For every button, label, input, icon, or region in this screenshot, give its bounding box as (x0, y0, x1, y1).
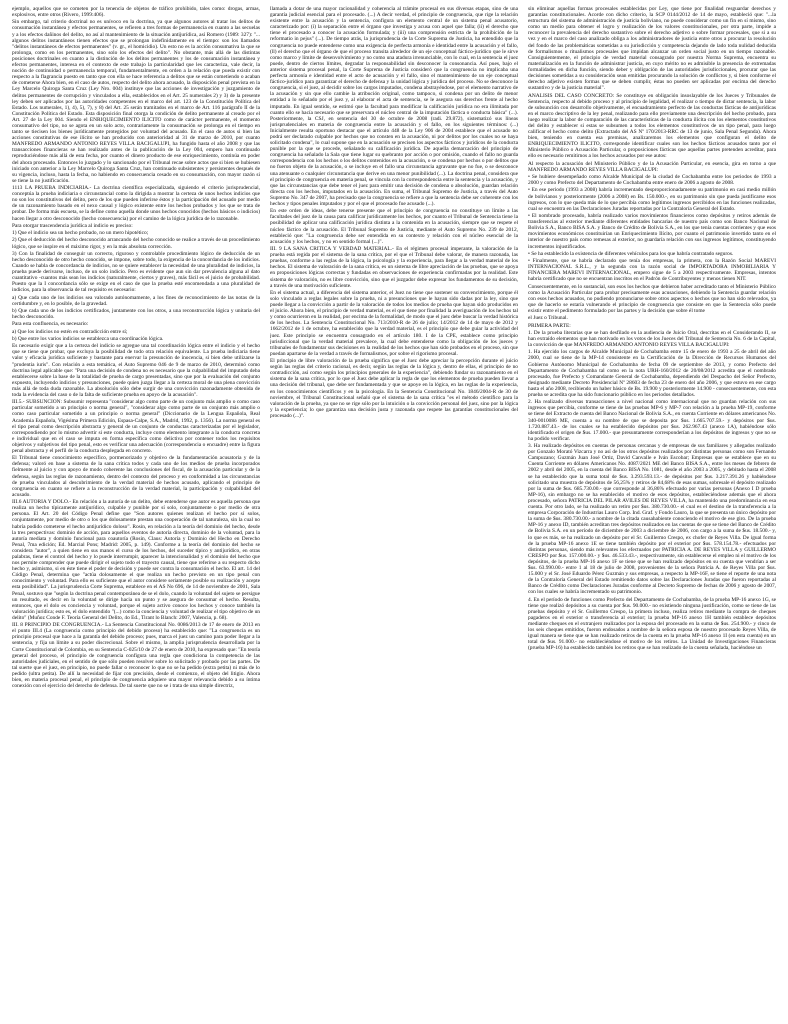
paragraph: III. 8 PRINCIPIO DE CONGRUENCIA.- La Sentencia Constitucional No. 0086/2013 de 17 de enero de 2013 en el punto III.4 (La congruencia como principio del debido proceso) ha establecido que: "La congruencia es un principio procesal que hace a la garantía del debido proceso; pues, marca el juez un camino para poder llegar a la sentencia, y fija un límite a su poder discrecional. Sobre el mismo, la amplia jurisprudencia desarrollada por la Corte Constitucional de Colombia, en su Sentencia C-025/10 de 27 de enero de 2010, ha expresado que: "En teoría general del proceso, el principio de congruencia configura una regla que condiciona la competencia de las autoridades judiciales, en el sentido de que sólo pueden resolver sobre lo solicitado y probado por las partes. De tal suerte que el juez, en principio, no puede fallar o reconocer lo que no se ha pedido (extra petita) ni más de lo pedido (ultra petita). De allí la necesidad de fijar con precisión, desde el comienzo, el objeto del litigio. Ahora bien, en materia procesal penal, el principio de congruencia adquiere una mayor relevancia debido a su íntima conexión con el ejercicio del derecho de defensa. De tal suerte que no se i trata de una simple directriz, (12, 622, 260, 690)
paragraph: • Finalmente, que se habría declarado que tenía dos empresas, la primera, con la Razón Social MAREVI INTERNACIONAL S.R.L., y la segunda con la razón social de IMPORTADORA INMOBILIARIA Y FINANCIERA MAREVI INTERNACIONAL, empero sigue de 5 a 2003 respectivamente. Empresas, intentos habría certificado que no se encuentran inscritos en el Padrón de Contribuyentes y menos tienen NIT. (528, 258, 776, 283)
paragraph: • En ese periodo (1993 a 2008) habría incrementado desproporcionadamente su patrimonio en casi medio millón de bolivianos y posteriormente (2006 a 2008) en Bs. 150.000.-, en su patrimonio sin que pueda justificarse esos ingresos, con lo que queda más de lo que percibía como legítimos ingresos percibidos en las funciones realizadas, cual se encuentra en las Declaraciones Juradas reportadas por la Contraloría General del Estado. (528, 187, 776, 212)
paragraph: Sin embargo, tal criterio doctrinal no es unívoco en la doctrina, ya que algunos autores al tratar los delitos de consumación instantánea y efectos permanentes, se refieren a tres formas de permanencia en cuanto a las secuelas y a los efectos dañinos del delito, no así al mantenimiento de la situación antijurídica, así Romero (1989: 327): "... algunos delitos instantáneos tienen efectos que se prolongan indefinidamente en el tiempo: son los llamados "delitos instantáneos de efectos permanentes" (v. gr., el homicidio). Un esto no es la acción consumativa la que se prolonga, como en los permanentes, sino solo los efectos del delito". No obstante, más allá de las distintas posiciones doctrinales en cuanto a la distinción de los delitos permanentes y los de consumación instantánea y efectos permanentes, interesa en el contexto de este trabajo la particularidad que les caracteriza, vale decir, la noción de continuidad o permanencia temporal, fundamentalmente, en orden a la relación que pueda existir con respecto a la flagrancia puesto en tanto que con ella se hace referencia a delitos que se están cometiendo o acaban de cometerse Ahora bien, en el caso de autos, respecto del delito ahora acusado, la disposición penal prevista en la Ley Marcelo Quiroga Santa Cruz (Ley Nro. 004) instituye que las acciones de investigación y juzgamiento de delitos permanentes de corrupción y vinculados a ella, establecidos en el Art. 25 numerales 2) y 3) de la presente ley deben ser aplicados por las autoridades competentes en el marco del art. 123 de la Constitución Política del Estado. Los numerales, 1), 4), 5), 7), y 8) del Art. 25 serán tramitados en el marco de Art. 116 parágrafo II de la Constitución Política del Estado. Esta disposición final otorga la condición de delito permanente al creado por el Art. 27 de la Ley 004. Siendo el ENRIQUECIMIENTO ILICITO como de carácter permanente, el momento consumativo del tipo, no se agota en un solo acto, contrariamente la consumación se prolonga en el tiempo en tanto se tiecisen los bienes jurídicamente protegidos por voluntad del acusado. En el caso de autos si bien las acciones constitutivas de ese ilícito se han producido con anterioridad al 31 de marzo de 2010, por cuanto MANFREDO ARMANDO ANTONIO REYES VILLA BACIGALUPI, ha fungido hasta el año 2008 y que las transacciones financieras se han realizado antes de la publicación de la Ley 004, empero han continuado reproduciéndose más allá de esta fecha, por cuanto el dinero producto de ese enriquecimiento, continúa en poder del ahora procesado. Entonces lo juzgado y lo sancionado por el Tribunal recae sobre actos que si bien se hubiesen iniciado con anterior a la Ley Marcelo Quiroga Santa Cruz, han continuado subsistentes y persistentes después de su vigencia, incluso, hasta la fecha, no habiendo en consecuencia cesado en su consumación, con mayor razón si se tiene la no justificación. (12, 19, 260, 184)
paragraph: 4. En el período de funciones como Prefecto del Departamento de Cochabamba, de la prueba MP-16 anexo 1G, se tiene que realizó depósitos a su cuenta por $us. 90.000.- no existiendo ninguna justificación, como se tiene de las pruebas depósito y el Sr. Guillermo Crespo, la primera incluso, realiza retiros mediante la compra de cheques pagaderos en el exterior o transferencia al exterior; la prueba MP-16 anexo 1H también establece depósitos mediante cheques en el extranjero realizados por la esposa del procesado en la suma de $us. 254.900.- y cinco de los seis cheques emitidos, fueron endosados a nombre de la señora esposa de nuestro procesado Reyes Villa, de igual manera se tiene que se han realizado retiros de la cuenta en la prueba MP-16 anexo 1I (en esta cuenta) en un total de $us. 91.000.- no estableciéndose el motivo de los retiros. La Unidad de Investigaciones Financieras (prueba MP-16) ha establecido también los retiros que se han realizado de la cuenta señalada, haciéndose un (528, 596, 776, 652)
paragraph: En este orden de ideas, debe tenerse presente que el principio de congruencia no constituye un límite a las facultades del juez de la causa para calificar jurídicamente los hechos, por cuanto el Tribunal de Sentencia tiene la posibilidad de aplicar una calificación jurídica distinta a la contenida en la acusación, siempre que se respete el núcleo fáctico de la acusación. El Tribunal Supremo de Justicia, mediante el Auto Supremo No. 239 de 2012, estableció que: "La congruencia debe ser entendida en su contexto y relación con el núcleo esencial de la acusación y los hechos, y no en sentido formal (...)". (270, 208, 518, 245)
paragraph: a) Que cada uno de los indicios sea valorado autónomamente, a los fines de reconocimiento de las notas de la certidumbre y, en lo posible, de la gravedad. (12, 294, 260, 307)
paragraph: Al respecto la acusación del Ministerio Público y de la Acusación Particular, en esencia, gira en torno a que MANFREDO ARMANDO REYES VILLA BACIGALUPI: (528, 160, 776, 173)
paragraph: 3) Con la finalidad de conseguir un correcto, riguroso y controlable procedimiento lógico de deducción de un hecho desconocido de otro hecho conocido, se impone, sobre todo, la exigencia de la concordancia de los indicios. Cuando se habla de concordancia de indicios, no se quiere establecer la necesidad de una pluralidad de indicios, la prueba puede derivarse, incluso, de un solo indicio. Pero es evidente que aun sin dar prevalencia alguna al dato cuantitativo -cuantos más sean los indicios (naturalmente, ciertos y graves), más fácil es el juicio de probabilidad. Puesto que la I concordancia sólo se exige en el caso de que la prueba esté encomendada a una pluralidad de indicios, para la observancia de tal requisito es necesario: (12, 250, 260, 294)
paragraph: El principio de libre valoración de la prueba significa que el Juez debe apreciar la percepción durante el juicio según las reglas del criterio racional, es decir, según las reglas de la lógica y, dentro de ellas, el principio de no contradicción, así como según los principios generales de la experiencia", debiendo fundar su razonamiento en el sistema de la sana crítica, por lo que el Juez debe aplicar la regla de que los elementos de prueba pueden llevar a una decisión del tribunal, que debe ser fundamentada y que se apoye en la lógica, en las reglas de la experiencia, en los conocimientos científicos y en la psicología. En la Sentencia Constitucional No. 1846/2004-R de 30 de noviembre, el Tribunal Constitucional señaló que el sistema de la sana crítica "es el método científico para la valoración de la prueba, ya que no se rige sólo por la intuición o la convicción personal del juez, sino por la lógica y la experiencia; lo que garantiza una decisión justa y razonada que respete las garantías constitucionales del procesado (...)". (270, 358, 518, 419)
paragraph: PRIMERA PARTE: (528, 322, 571, 329)
paragraph: 2) Que el deducción del hecho desconocido arrancando del hecho conocido se realice a través de un procedimiento lógico, que se inspire en el máximo rigor, y en la más absoluta corrección. (12, 237, 260, 250)
paragraph: III. 9 LA SANA CRITICA Y VERDAD MATERIAL.- En el régimen procesal imperante, la valoración de la prueba está regida por el sistema de la sana crítica, por el que el Tribunal debe valorar, de manera razonada, las pruebas, conforme a las reglas de la lógica, la psicología y la experiencia, para llegar a la verdad material de los hechos. El sistema de valoración de la sana crítica, es un sistema de libre apreciación de las pruebas, que se apoya en proposiciones lógicas correctas y fundadas en observaciones de experiencia confirmadas por la realidad. Este sistema de valoración, no es libre convicción, sino que el juzgador debe expresar los fundamentos de su decisión, a través de una motivación suficiente. (270, 246, 518, 289)
text-column-right (528, 6, 776, 1018)
paragraph: • Se ha establecido la existencia de diferentes vehículos para los que habría contratado seguros. (528, 250, 734, 257)
paragraph: b) Que cada uno de los indicios certificados, juntamente con los otros, a una reconstrucción lógica y unitaria del hecho desconocido. (12, 308, 260, 321)
paragraph: • El nombrado procesado, habría realizado varios movimientos financieros como depósitos y retiros además de transferencias al exterior mediante diferentes entidades bancarias de nuestro país como son Banco Nacional de Bolivia S.A., Banco BISA S.A. y Banco de Crédito de Bolivia S.A., en los que tenía cuentas corrientes y que esos movimientos económicos constituirían un Enriquecimiento Ilícito, por cuanto el patrimonio invertido tanto en el interior de nuestro país como remesas al exterior, no guardaría relación con sus ingresos legítimos, constituyendo incrementos injustificados. (528, 213, 776, 250)
paragraph: Es necesario exigir que a la certeza del indicio se agregue una tal coordinación lógica entre el indicio y el hecho que se tiene que probar, que excluya la posibilidad de todo otra relación equivalente. La prueba indiciaria tiene valor y eficacia jurídica suficiente y bastante para enervar la presunción de inocencia, si bien debe utilizarse la "prudentia iuris". Con relación a esta temática, el Auto Supremo 046 de 9 de marzo de 2010, determinó como doctrina legal aplicable que: "Para una decisión de condena no es necesario que la culpabilidad del imputado deba establecerse sobre la base de la totalidad de prueba de cargo presentadas, sino que por la evaluación del conjunto expuesto, incluyendo indicios y presunciones, puede quien juzga llegar a la certeza moral de una plena convicción más allá de toda duda razonable. La absolución sólo debe surgir de una convicción razonadamente obtenida de toda la evidencia del caso o de la falta de suficiente prueba en apoyo de la acusación". (12, 343, 260, 398)
paragraph: 2. Ha realizado diversas transacciones a nivel nacional como internacional que no guardan relación con sus ingresos que percibía, conforme se tiene de las pruebas MP-6 y MP-7 con relación a la prueba MP-19, conforme se tiene del Extracto de cuenta del Banco Nacional de Bolivia S.A., en cuenta Corriente en dólares americanos No. 340-0010086 ME, cuenta a su nombre de que se deposita por $us. 1.665.707.59.- y depósitos por $us. 1.720.887.43.- de los cuales se ha establecido depósitos por $us. 262.967.43 (anexo 1A), habiéndose sólo identificado el origen de $us. 17.000.- que presuntamente corresponderían a los depósitos de ingresos y que no se ha podido verificar. (528, 399, 776, 442)
paragraph: III.6 AUTORIA Y DOLO.- En relación a la autoría de un delito, debe entenderse que autor es aquella persona que realiza un hecho típicamente antijurídico, culpable y punible por sí solo, conjuntamente o por medio de otra persona. El Art. 20 del Código Penal define que "Son autores quienes realizan el hecho por sí solos, conjuntamente, por medio de otro o los que dolosamente prestan una cooperación de tal naturaleza, sin la cual no habría podido cometerse el hecho antijurídico doloso". Rosin, en relación a la teoría del dominio del hecho, desde la tres perspectivas: dominio de acción, para aquellos eventos de autoría directa, dominio de la voluntad, para la autoría mediata y dominio funcional para coautoría (Rosin, Claus: Autoría y Dominio del Hecho en Derecho Penal, 7ma edición; Ed. Marcial Pons; Madrid: 2005, p. 149). Conforme a la teoría del dominio del hecho se considera "autor", a quien tiene en sus manos el curso de los hechos, del suceder típico y antijurídico, en otras palabras, tiene el control del hecho y lo puede interrumpir, aparecer la intencionalidad y el dominio del hecho que nos permite comprender que puede dirigir el sujeto todo el trayecto causal, tiene que referirse a su respecto dicho hecho y, asimismo, si en éste tiene el poder de decisión y puede ser contra la consumación el hecho. El art. 14 del Código Penal, determina que "actúa dolosamente el que realiza un hecho previsto en un tipo penal con conocimiento y voluntad. Para ello es suficiente que el autor considere seriamente posible su realización y acepte esta posibilidad". La jurisprudencia Corte Suprema, establece en el AS No 696, de 14 de noviembre de 2001, Sala Penal, sostuvo que "según la doctrina penal contemporánea de se el dolo, cuando la voluntad del sujeto se persigue un resultado, es decir en la voluntad se dirige hacia un punto y se asegura de consumar el hecho. Resulta, entonces, que el dolo es conciencia y voluntad, porque el sujeto activo conoce los hechos y conoce también la valoración jurídica; esto es, el dolo entendido "(...) como la conciencia y voluntad de realizar el tipo objetivo de un delito" (Muñoz Conde F. Teoría General del Delito, 4o Ed., Tirant lo Blanch: 2007, Valencia, p. 68). (12, 499, 260, 621)
paragraph: 1. Ha ejercido los cargos de Alcalde Municipal de Cochabamba entre 15 de enero de 1993 a 25 de abril del año 2000, cual se tiene de la MP-14 consistente en la Certificación de la Dirección de Recursos Humanos del Gobierno Autónomo Municipal de Cochabamba de fecha 09 de septiembre de 2013, y como Prefecto del Departamento de Cochabamba tal como en la nota URH-160/2012 de 20/08/2012 acredita que el nombrado procesado, fue Prefecto y Comandante General de Cochabamba, dependiendo del Despacho del Señor Prefecto, designado mediante Decreto Presidencial Nº 28603 de fecha 23 de enero del año 2006, y que estuvo en ese cargo hasta el año 2008, recibiendo un haber básico de Bs. 19.900 y posteriormente 14.900 - consecuentemente, con esta prueba se acredita que ha sido funcionario público en los periodos detallados. (528, 349, 776, 398)
paragraph: • Se hubiere desempeñado como Alcalde Municipal de la ciudad de Cochabamba entre los periodos de 1993 a 2000 y como Prefecto del Departamento de Cochabamba entre enero de 2006 a agosto de 2008. (528, 174, 776, 187)
text-column-left (12, 6, 260, 1018)
paragraph: 3. Ha realizado depósitos en cuentas de personas cercanas y de empresas de sus familiares y allegados realizado por Gonzalo Morató Vizcarra y no así de los otros depósitos realizados por distintas personas como son Fernando Campuzano; Guzmán Juan José Ortiz, David Canvalle e Iván Escobar; Empresas que se establece que en su Cuenta Corriente en dólares Americanos No. 4087/2021 ME del Banco BISA S.A., entre los meses de febrero de 2002 y abril del 2005, en la cuenta del Banco BISA No. 1081, desde el año 2003 a 2005, y debitado hasta el 2008 se ha establecido que la suma total de $us. 3.293.593.13.- de depósitos por $us. 3.217.391.26 y habiéndose solicitado una muestra de depósitos de 56,25% y retiros de 84,68% de esas sumas, sobresale el depósito realizado por la suma de $us. 685.730.00.- que corresponde al 36,86% efectuado por varias personas (Anexo I D prueba MP-16), sin embargo no se ha establecido el motivo de esos depósitos, estableciéndose además que el ahora procesado, señora PATRICIA DEL PILAR AVILES DE REYES VILLA, ha mantenido una predominancia en esa cuenta. Por otro lado, se ha realizado un retiro por $us. 380.730.00.- el cual es el destino de la transferencia a la empresa Corporación de Industrias Lauro Corp. Ind. Graf. y Fondo Lauro, la que se presenta un único depósito por la suma de $us. 380.730.00.- a nombre de la citada causahabiente conociendo el motivo de ese giro. De la prueba MP-16 y anexo ID, también acreditan tres depósitos realizados en las cuentas de que se tiene del Banco de Crédito de Bolivia S.A. en un período de diciembre de 2003 a diciembre de 2006, con cargo a la suma de $us. 18.500.- y, lo que es más, se ha realizado un depósito por el Sr. Guillermo Crespo, ex chofer de Reyes Villa. De igual forma de la prueba MP-16 anexo 1E se tiene también depósito por el exterior por $us. 578.154.78.- efectuados por distintas personas, siendo más relevantes los efectuados por PATRICIA A. DE REYES VILLA y GUILLERMO CRESPO por $us. 157.000.00.- y $us. 46.533.43.-, respectivamente, sin establecerse el empleo ni el motivo de los depósitos, de la prueba MP-16 anexo 1F se tiene que se han realizado depósitos en su cuenta que vendrían a ser $us. 63.990.00.- entre 1 al 18 de julio de 2008, provenientes de la señora Patricia A. de Reyes Villa por $us. 15.000 y el Sr. José Eduardo Pérez Guzmán y sus empresas, a respecto la MP-16F, se tiene el reporte de una nota de la Contraloría General del Estado remitiendo datos sobre las Declaraciones Juradas que fueron reportadas al Banco de Crédito como Declaraciones Juradas conforme al Decreto Supremo de fechas de 2006 y agosto de 2007, con los cuales se habría incrementado su patrimonio. (528, 443, 776, 596)
paragraph: ANALISIS DEL CASO CONCRETO: Se constituye en obligación insoslayable de los Jueces y Tribunales de Sentencia, respecto al debido proceso y al principio de legalidad, el realizar o tiempo de dictar sentencia, la labor de subsunción con desarrollo objetivamente, el encuadramiento perfecto de las conductas fácticas de antijurídicas en el marco descriptivo de la ley penal, realizando para ello previamente una descripción del hecho probado, para luego realizar la labor de comparación de las características de la conducta ilícita con los elementos constitutivos del delito y establecer si estas se subsumen a todos los elementos constitutivos de un tipo penal, para luego calificar el hecho como delito (Extractado del AS Nº 170/2013-RRC de 13 de junio, Sala Penal Segunda). Ahora bien, teniendo en cuenta esa premisas, analizaremos los elementos que configuran el delito de ENRIQUECIMIENTO ILICITO, corresponde identificar cuales son los hechos fácticos acusados tanto por el Ministerio Público o Acusación Particular, o proposiciones fácticas que aquellas partes pretenden acreditar, para ello es necesario remitirnos a los hechos acusados por ese autos: (528, 92, 776, 160)
paragraph: III.5.- SUBSUNCION: Subsumir representa "considerar algo como parte de un conjunto más amplio o como caso particular sometido a un principio o norma general", "considerar algo como parte de un conjunto más amplio o como caso particular sometido a un principio o norma general" (Diccionario de la Lengua Española, Real Academia Española, Vigésima Primera Edición, Espasa-Calpe, S.A., Madrid, 1992, p. 1356). La norma general es el tipo penal como descripción abstracta y general de un conjunto de conductas caracterizadas por el legislador, correspondiendo por lo mismo advertir si este conducta, incluye como elemento integrante a la conducta concreta e individual que en el caso se imputa en forma específica como delictiva por contener todos los requisitos objetivos y subjetivos del tipo penal, esto es verificar una adecuación (correspondencia o encuadre) entre la figura penal abstracta y el perfil de la conducta desplegada en concreto. (12, 399, 260, 454)
paragraph: En el sistema actual, a diferencia del sistema anterior, el Juez no tiene que sostener su convencimiento, porque él solo vinculado a reglas legales sobre la prueba, ni a presunciones que le hayan sido dadas por la ley, sino que puede llegar a la convicción a partir de la valoración de todos los medios de prueba que hayan sido producidos en el juicio. Ahora bien, el principio de verdad material, es el que tiene por finalidad la averiguación de los hechos tal y como ocurrieron en la realidad, por encima de la formalidad, de modo que el juez debe buscar la verdad histórica de los hechos. La Sentencia Constitucional No. 713/2010-R de 26 de julio; 14/2012 de 14 de mayo de 2012 y 1662/2012 de 1 de octubre, ha establecido que la verdad material, es el principio que debe guiar la actividad del juez. Este principio se encuentra consagrado en el artículo 180. I de la CPE, establece como principio jurisdiccional que la verdad material prevalece, la cual debe entenderse como la obligación de los jueces y tribunales de fundamentar sus decisiones en la realidad de los hechos que han sido probados en el proceso, sin que puedan apartarse de la verdad a través de formalismos, por sobre el rigorismo procesal. (270, 289, 518, 357)
paragraph: llamada a dotar de una mayor racionalidad y coherencia al trámite procesal en sus diversas etapas, sino de una garantía judicial esencial para el procesado. (...) A decir verdad, el principio de congruencia, que rige la relación existente entre la acusación y la sentencia, configura un elemento central de un sistema penal acusatorio, caracterizado por: (i) la separación entre el órgano que investiga y acusa con aquel que falla; (ii) el derecho que tiene el procesado a conocer la acusación formulada; y (iii) una comprensión estricta de la prohibición de la reformatio in pejus" (...). De tiempo atrás, la jurisprudencia de la Corte Suprema de Justicia, ha entendido que la congruencia no puede entenderse como una exigencia de perfecta armonía e identidad entre la acusación y el fallo, (ll) el derecho que el órgano de que el proceso transita alrededor de un eje conceptual fáctico-jurídico que le sirve como marco y límite de desenvolvimiento y no como una atadura irrenunciable, con lo cual, en la sentencia el juez puede, dentro de ciertos límites, degradar la responsabilidad sin desconocer la consonancia. Así pues, bajo el anterior sistema procesal penal, la Corte Suprema de Justicia consideró que la congruencia no implicaba una perfecta armonía e identidad entre el acto de acusación y el fallo, sino el mantenimiento de un eje conceptual fáctico-jurídico para garantizar el derecho de defensa y la unidad lógica y jurídica del proceso. No se desconoce la congruencia, si el juez, al decidir sobre los cargos imputados, condena abstrayéndose, por el elemento narrativo de la acusación y sin que ello cambie la atribución original, como tampoco, si condena por un delito de menor entidad a lo señalado por el juez y, al elaborar el acta de sentencia, se le asegura sus derechos frente al hecho imputado. En igual sentido, se estimó que la facultad para modificar la calificación jurídica no era ilimitada por cuanto ello se hacía necesario que se preservara el núcleo central de la imputación fáctica o conducta básica" (...). Posteriormente, la CSJ, en sentencia del 30 de octubre de 2008 (radi. 29.872), sistematizó sus líneas jurisprudenciales en materia de congruencia entre la acusación y el fallo, en los siguientes términos: (...) Inicialmente resulta oportuno destacar que el artículo 448 de la Ley 906 de 2004 establece que el acusado no podrá ser declarado culpable por hechos que no consten en la acusación, ni por delitos por los cuales no se haya solicitado condena", lo cual supone que en la acusación se precisen los aspectos fácticos y jurídicos de la conducta punible por la que se procede, señalando su calificación jurídica. De aquella demarcación del principio de congruencia ha señalado la Sala que tiene lugar su quebranto por acción o por omisión, cuando el fallo no guarda correspondencia con los hechos o los delitos contenidos en la acusación, o se condena por hechos o por delitos que no fueron objeto de la acusación, o se incluye en el fallo una circunstancia agravante que no fue, o se desconoce una atenuante o cualquier circunstancia que derive en una menor punibilidad (...). La doctrina penal, considera que el principio de congruencia en materia penal, se vincula con la correspondencia entre la sentencia y la acusación, y que las circunstancias que debe tener el juez para emitir una decisión de condena o absolución, guardan relación directa con los hechos, imputados en la acusación. En suma, el Tribunal Supremo de Justicia, a través del Auto Supremo No. 347 de 2007, ha precisado que la congruencia se refiere a que la sentencia debe ser coherente con los hechos y tipos penales imputados y por el que el procesado fue acusado (...). (270, 6, 518, 207)
paragraph: El Tribunal tiene conocimiento específico, pormenorizado y objetivo de la fundamentación acusatoria y de la defensa; valoró en base a sistema de la sana crítica todos y cada uno de los medios de prueba incorporados fielmente al juicio y con apoyo de modo coherente las conclusiones del fiscal, de la acusación particular y de la defensa, según las reglas de razonamiento, dentro del contexto del proceso y en conformidad a las circunstancias de prueba vinculados al descubrimiento de la verdad material de hechos acusado, aplicando el principio de congruencia en cuanto se refiere a la reconstrucción de la verdad material, la participación y culpabilidad del acusado. (12, 455, 260, 498)
paragraph: b) Que entre los varios indicios se establezca una coordinación lógica. (12, 335, 164, 342)
paragraph: a) Que los indicios no estén en contradicción entre sí; (12, 328, 128, 335)
paragraph: 1. De la prueba literarias que se han desfilado en la audiencia de Juicio Oral, descritas en el Considerando II, se han extraído elementos que han motivado en los votos de los Jueces del Tribunal de Sentencia No. 6 de la Capital, la convicción de que MANFREDO ARMANDO ANTONIO REYES VILLA BACIGALUPI: (528, 329, 776, 349)
paragraph: 1) Que el indicio sea un hecho probado, no un mero hipotético; (12, 230, 149, 237)
text-column-middle (270, 6, 518, 1018)
paragraph: 1113 LA PRUEBA INDICIARIA.- La doctrina científica especializada, siguiendo el criterio jurisprudencial, conceptúa la prueba indiciaria o circunstancial como la dirigida a mostrar la certeza de unos hechos indicios que no son los constitutivos del delito, pero de los que pueden inferirse éstos y la participación del acusado por medio de un razonamiento basado en el nexo causal y lógico existente entre los hechos probados y los que se trata de probar. De forma más escueta, se la define como aquella donde unos hechos conocidos (hechos básicos o indicios) hacen llegar a otro desconocido (hecho consecuencia) por el camino de la lógica jurídica de lo razonable. (12, 185, 260, 222)
paragraph: el Juez o Tribunal. (528, 315, 568, 322)
paragraph: Para otorgar trascendencia jurídica al indicio es preciso: (12, 222, 133, 229)
paragraph: Consecuentemente, en lo sustancial, son esos los hechos que debieron haber acreditado tanto el Ministerio Público como la Acusación Particular para probar precisamente esas acusaciones, debiendo la Sentencia guardar relación con esos hechos acusados, no pudiendo pronunciarse sobre otros aspectos o hechos que no han sido relevados, ya que de hacerlo se estaría vulnerando el principio de congruencia que consiste en que la Sentencia sólo puede existir entre el pedimento formulado por las partes y la decisión que sobre él tome (528, 283, 776, 314)
paragraph: sin eliminar aquellas formas procesales establecidas por Ley, que tiene por finalidad resguardar derechos y garantías constitucionales. Acorde con dicho criterio, la SCP 0144/2012 de 14 de mayo, estableció que: "...la estructura del sistema de administración de justicia boliviano, no puede considerar como un fin en sí mismo, sino como un medio para obtener el logro y realización de los valores constitucionales, por otra parte, impide a reconocer la prevalencia del derecho sustantivo sobre el derecho adjetivo o sobre formar procesales, que si a su vez y en el marco del caso analizado obliga a los administradores de justicia entre otros a procurar la resolución del fondo de las problemáticas sometidas a su jurisdicción y competencia dejando de lado toda nulidad deducida de formalismos o ritualismos procesales que impidan alcanzar un orden social justo en un tiempo razonable. Consiguientemente, el principio de verdad material consagrado por nuestra Norma Suprema, encuentra su materialización en la función de administrar justicia, en cuyo mérito no es admisible la presencia de extremadas formalidades en dicha función, siendo deber y obligación de las autoridades jurisdiccionales, procurar que las decisiones sometidas a su consideración sean emitidas procurando la solución de conflictos y, si bien conforme el derecho adjetivo existen formas que se deben cumplir, éstas no pueden ser aplicadas por encima del derecho sustantivo y de la justicia material". (528, 6, 776, 92)
paragraph: ejemplo, aquellos que se cometen por la tenencia de objetos de tráfico prohibido, tales como: drogas, armas, explosivos, entre otros (Rivero, 1999:406). (12, 6, 260, 19)
newspaper-page (12, 6, 776, 1018)
paragraph: Para esta confluencia, es necesario: (12, 321, 89, 328)
